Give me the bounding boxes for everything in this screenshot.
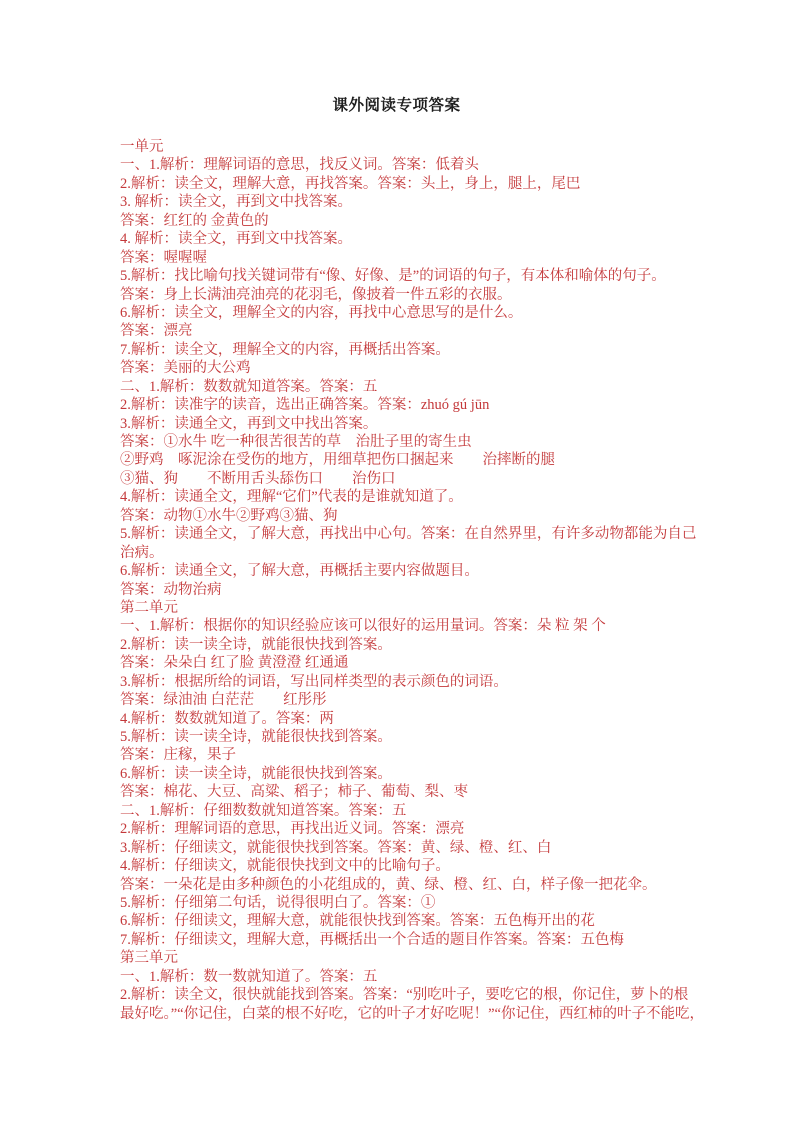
text-line: 4.解析：读通全文，理解“它们”代表的是谁就知道了。	[120, 489, 463, 506]
document-title: 课外阅读专项答案	[332, 97, 461, 114]
text-line: 二、1.解析：数数就知道答案。答案：五	[120, 378, 378, 395]
text-line: 第三单元	[120, 950, 178, 967]
text-line: 2.解析：读全文，理解大意，再找答案。答案：头上，身上，腿上，尾巴	[120, 175, 581, 192]
text-line: 答案：美丽的大公鸡	[120, 360, 251, 377]
text-line: 5.解析：仔细第二句话，说得很明白了。答案：①	[120, 894, 436, 911]
text-line: 4.解析：数数就知道了。答案：两	[120, 710, 334, 727]
text-line: 答案：朵朵白 红了脸 黄澄澄 红通通	[120, 655, 349, 672]
text-line: 2.解析：理解词语的意思，再找出近义词。答案：漂亮	[120, 821, 465, 838]
text-line: 二、1.解析：仔细数数就知道答案。答案：五	[120, 802, 407, 819]
text-line: 6.解析：读全文，理解全文的内容，再找中心意思写的是什么。	[120, 304, 523, 321]
text-line: 答案：庄稼，果子	[120, 747, 236, 764]
text-line: 5.解析：读通全文，了解大意，再找出中心句。答案：在自然界里，有许多动物都能为自己	[120, 526, 697, 543]
text-line: 3. 解析：读全文，再到文中找答案。	[120, 194, 352, 211]
text-line: 答案：动物①水牛②野鸡③猫、狗	[120, 507, 338, 524]
text-line: 2.解析：读准字的读音，选出正确答案。答案：zhuó gú jūn	[120, 397, 490, 414]
text-line: 治病。	[120, 544, 164, 561]
text-line: 答案：身上长满油亮油亮的花羽毛，像披着一件五彩的衣服。	[120, 286, 512, 303]
text-line: 7.解析：仔细读文，理解大意，再概括出一个合适的题目作答案。答案：五色梅	[120, 931, 624, 948]
text-line: 答案：一朵花是由多种颜色的小花组成的，黄、绿、橙、红、白，样子像一把花伞。	[120, 876, 657, 893]
text-line: 答案：①水牛 吃一种很苦很苦的草 治肚子里的寄生虫	[120, 434, 472, 450]
text-line: 一、1.解析：数一数就知道了。答案：五	[120, 968, 378, 985]
text-line: 一、1.解析：根据你的知识经验应该可以很好的运用量词。答案：朵 粒 架 个	[120, 618, 606, 635]
text-line: 2.解析：读一读全诗，就能很快找到答案。	[120, 636, 392, 653]
text-line: 一单元	[120, 139, 164, 155]
text-line: 第二单元	[120, 599, 178, 616]
text-line: 答案：动物治病	[120, 581, 222, 598]
text-line: 答案：绿油油 白茫茫 红彤彤	[120, 692, 327, 709]
text-line: 7.解析：读全文，理解全文的内容，再概括出答案。	[120, 341, 450, 358]
text-line: 答案：漂亮	[120, 323, 193, 340]
text-line: 6.解析：读一读全诗，就能很快找到答案。	[120, 765, 392, 782]
text-line: 5.解析：读一读全诗，就能很快找到答案。	[120, 729, 392, 745]
text-line: 4.解析：仔细读文，就能很快找到文中的比喻句子。	[120, 858, 450, 875]
text-line: 答案：喔喔喔	[120, 249, 207, 266]
text-line: ②野鸡 啄泥涂在受伤的地方，用细草把伤口捆起来 治摔断的腿	[120, 452, 555, 469]
text-line: 3.解析：读通全文，再到文中找出答案。	[120, 415, 378, 432]
document-body	[120, 138, 720, 1023]
text-line: 5.解析：找比喻句找关键词带有“像、好像、是”的词语的句子，有本体和喻体的句子。	[120, 268, 666, 285]
text-line: 6.解析：仔细读文，理解大意，就能很快找到答案。答案：五色梅开出的花	[120, 913, 595, 930]
text-line: 4. 解析：读全文，再到文中找答案。	[120, 231, 352, 248]
text-line: 最好吃。”“你记住，白菜的根不好吃，它的叶子才好吃呢！”“你记住，西红柿的叶子不能吃，	[120, 1005, 704, 1022]
text-line: 答案：棉花、大豆、高粱、稻子；柿子、葡萄、梨、枣	[120, 784, 468, 801]
text-line: 答案：红红的 金黄色的	[120, 212, 269, 229]
text-line: 3.解析：仔细读文，就能很快找到答案。答案：黄、绿、橙、红、白	[120, 839, 552, 856]
text-line: 一、1.解析：理解词语的意思，找反义词。答案：低着头	[120, 157, 479, 174]
text-line: 3.解析：根据所给的词语，写出同样类型的表示颜色的词语。	[120, 673, 508, 690]
text-line: 6.解析：读通全文，了解大意，再概括主要内容做题目。	[120, 563, 479, 580]
text-line: ③猫、狗 不断用舌头舔伤口 治伤口	[120, 470, 396, 487]
text-line: 2.解析：读全文，很快就能找到答案。答案：“别吃叶子，要吃它的根，你记住，萝卜的根	[120, 987, 689, 1004]
